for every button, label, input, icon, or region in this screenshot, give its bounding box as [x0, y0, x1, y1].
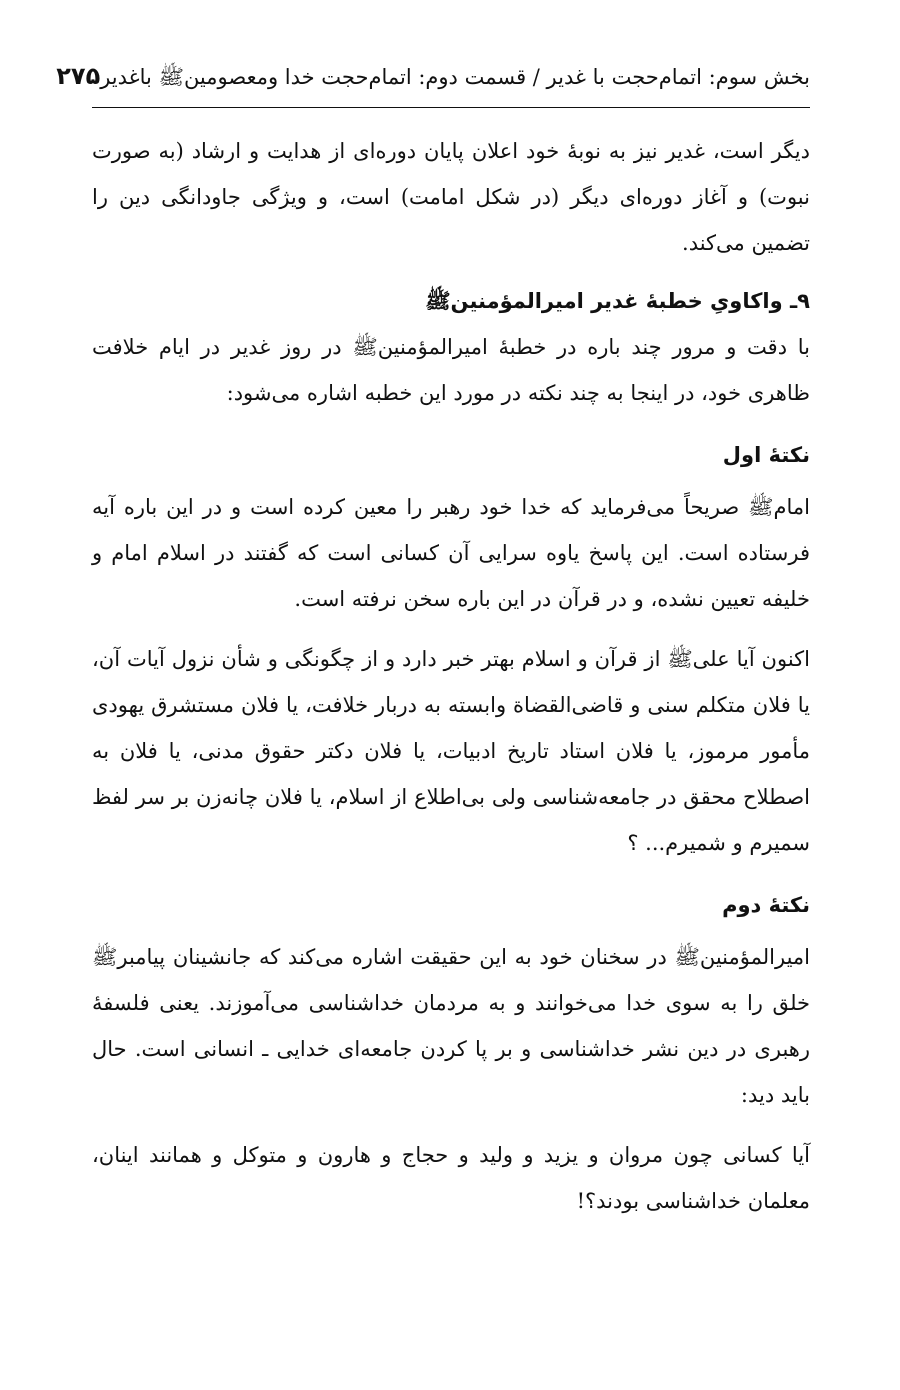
point2-heading: نکتۀ دوم — [722, 893, 810, 917]
point1-paragraph-2: اکنون آیا علی‌ﷺ از قرآن و اسلام بهتر خبر دارد و از چگونگی و شأن نزول آیات آن، یا فلان متکلم سنی و قاضی‌القضاة وابسته به دربار خلافت، یا فلان مستشرق یهودی مأمور مرموز، یا فلان استاد تاریخ ادبیات، یا فلان دکتر حقوق مدنی، یا فلان به اصطلاح محقق در جامعه‌شناسی ولی بی‌اطلاع از اسلام، یا فلان چانه‌زن بر سر لفظ سمیرم و شمیرم... ؟ — [92, 647, 810, 855]
section-heading: ۹ـ واکاویِ خطبۀ غدیر امیرالمؤمنین‌ﷺ — [425, 289, 810, 313]
book-page — [56, 62, 811, 1224]
point1-heading: نکتۀ اول — [722, 443, 810, 467]
point2-paragraph-2: آیا کسانی چون مروان و یزید و ولید و حجاج و هارون و متوکل و همانند اینان، معلمان خداشناسی بودند؟! — [92, 1143, 810, 1213]
running-title: بخش سوم: اتمام‌حجت با غدیر / قسمت دوم: اتمام‌حجت خدا ومعصومین‌ﷺ باغدیر — [100, 65, 810, 89]
intro-paragraph: دیگر است، غدیر نیز به نوبۀ خود اعلان پایان دوره‌ای از هدایت و ارشاد (به صورت نبوت) و آغاز دوره‌ای دیگر (در شکل امامت) است، و ویژگی جاودانگی دین را تضمین می‌کند. — [92, 139, 810, 255]
running-header — [56, 62, 810, 108]
point1-paragraph-1: امام‌ﷺ صریحاً می‌فرماید که خدا خود رهبر را معین کرده است و در این باره آیه فرستاده است. این پاسخ یاوه سرایی آن کسانی است که گفتند در اسلام امام و خلیفه تعیین نشده، و در قرآن در این باره سخن نرفته است. — [92, 495, 810, 611]
page-number: ۲۷۵ — [56, 62, 101, 90]
point2-paragraph-1: امیرالمؤمنین‌ﷺ در سخنان خود به این حقیقت اشاره می‌کند که جانشینان پیامبرﷺ خلق را به سوی خدا می‌خوانند و به مردمان خداشناسی می‌آموزند. یعنی فلسفۀ رهبری در دین نشر خداشناسی و بر پا کردن جامعه‌ای خدایی ـ انسانی است. حال باید دید: — [92, 945, 811, 1107]
section-intro-paragraph: با دقت و مرور چند باره در خطبۀ امیرالمؤمنین‌ﷺ در روز غدیر در ایام خلافت ظاهری خود، در اینجا به چند نکته در مورد این خطبه اشاره می‌شود: — [92, 335, 810, 405]
